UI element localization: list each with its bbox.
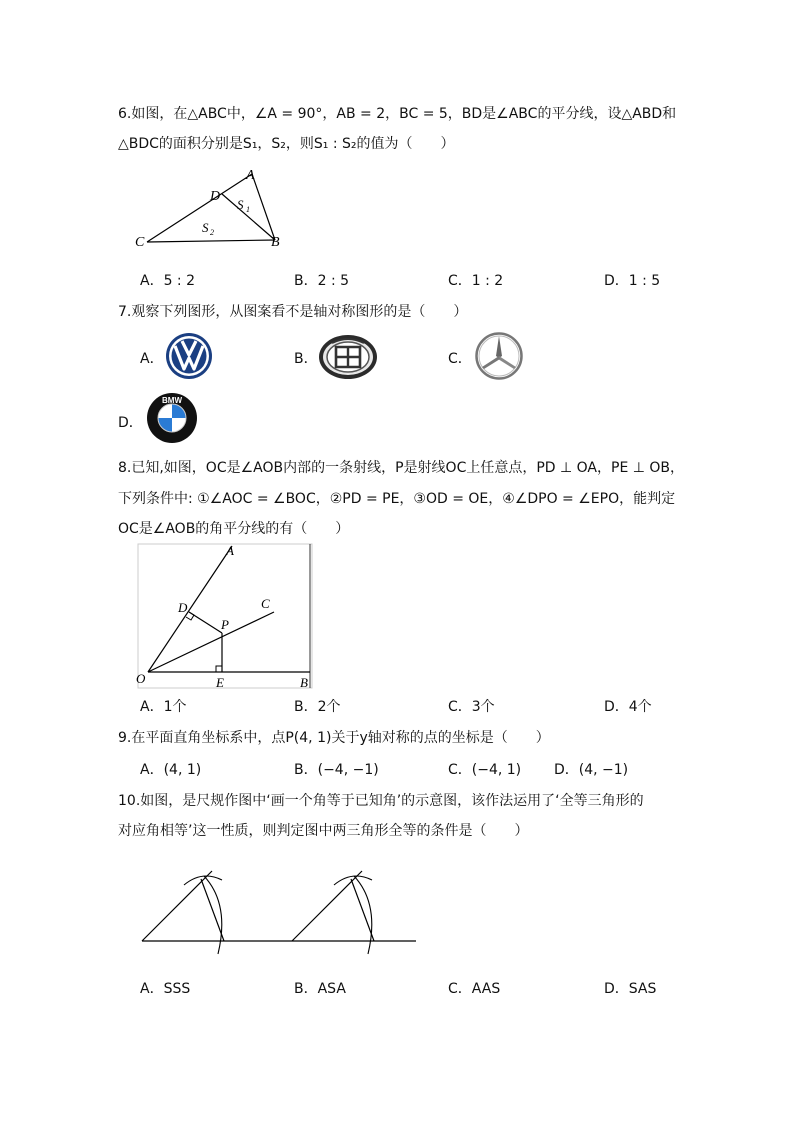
q10-option-d: D．SAS [604, 981, 657, 997]
q9-option-b: B．(−4, −1) [294, 762, 379, 778]
q8-stem-line1: 8.已知,如图，OC是∠AOB内部的一条射线，P是射线OC上任意点，PD ⊥ OA，PE ⊥ OB， [118, 460, 685, 476]
volkswagen-logo [164, 331, 214, 381]
q9-stem: 9.在平面直角坐标系中，点P(4, 1)关于y轴对称的点的坐标是（ ） [118, 730, 550, 746]
q8-option-a: A．1个 [140, 699, 187, 715]
q9-option-c: C．(−4, 1) [448, 762, 522, 778]
q8-option-d: D．4个 [604, 699, 652, 715]
label-C: C [135, 235, 145, 250]
fig8-label-D: D [178, 600, 188, 615]
q6-option-c: C．1 : 2 [448, 273, 504, 289]
q8-angle-bisector-figure [134, 542, 316, 690]
q9-option-a: A．(4, 1) [140, 762, 202, 778]
q7-stem: 7.观察下列图形，从图案看不是轴对称图形的是（ ） [118, 304, 468, 320]
q10-option-a: A．SSS [140, 981, 191, 997]
label-S1-sub: 1 [246, 205, 250, 214]
q6-option-b: B．2 : 5 [294, 273, 350, 289]
fig8-label-C: C [261, 596, 270, 611]
fig8-label-B: B [300, 675, 308, 690]
brilliance-logo [318, 333, 378, 381]
q6-triangle-figure [130, 162, 300, 254]
q10-stem-line2: 对应角相等’这一性质，则判定图中两三角形全等的条件是（ ） [118, 823, 529, 839]
label-A: A [246, 168, 255, 183]
q8-stem-line2: 下列条件中: ①∠AOC = ∠BOC，②PD = PE，③OD = OE，④∠DPO = ∠EPO，能判定 [118, 491, 676, 507]
q8-option-c: C．3个 [448, 699, 495, 715]
label-S2-sub: 2 [210, 228, 214, 237]
q9-option-d: D．(4, −1) [554, 762, 629, 778]
q10-option-c: C．AAS [448, 981, 501, 997]
q6-stem-line1: 6.如图，在△ABC中，∠A = 90°，AB = 2，BC = 5，BD是∠ABC的平分线，设△ABD和 [118, 106, 677, 122]
fig8-label-O: O [136, 671, 146, 686]
label-S2: S [202, 220, 209, 235]
fig8-label-E: E [216, 675, 224, 690]
q7-option-d: D． [118, 415, 143, 431]
label-S1: S [237, 197, 244, 212]
q8-option-b: B．2个 [294, 699, 341, 715]
q10-construction-figure [134, 860, 424, 956]
fig8-label-A: A [226, 543, 234, 558]
q7-option-a: A． [140, 351, 164, 367]
q6-option-a: A．5 : 2 [140, 273, 196, 289]
q7-option-b: B． [294, 351, 318, 367]
bmw-letters: BMW [162, 396, 182, 405]
q6-stem-line2: △BDC的面积分别是S₁，S₂，则S₁ : S₂的值为（ ） [118, 136, 455, 152]
fig8-label-P: P [221, 617, 229, 632]
q6-option-d: D．1 : 5 [604, 273, 661, 289]
q10-option-b: B．ASA [294, 981, 346, 997]
label-B: B [271, 235, 280, 250]
mercedes-logo [474, 331, 524, 381]
q7-option-c: C． [448, 351, 472, 367]
label-D: D [210, 189, 221, 204]
q10-stem-line1: 10.如图，是尺规作图中‘画一个角等于已知角’的示意图，该作法运用了‘全等三角形的 [118, 793, 644, 809]
q8-stem-line3: OC是∠AOB的角平分线的有（ ） [118, 521, 350, 537]
bmw-logo [146, 392, 198, 444]
